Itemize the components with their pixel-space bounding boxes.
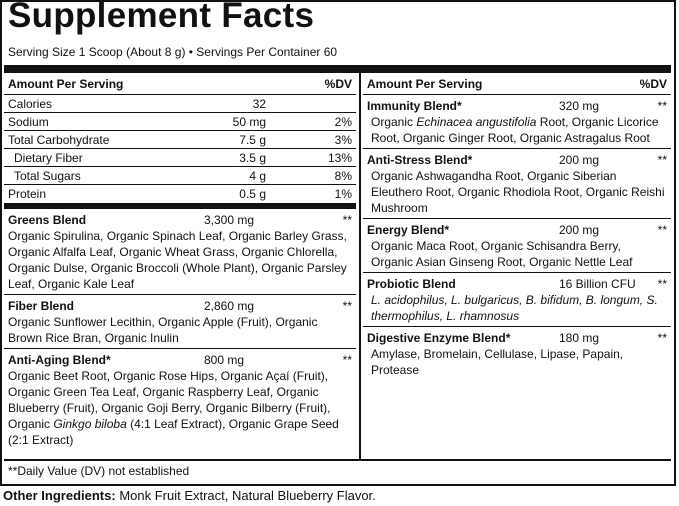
nutrient-name: Dietary Fiber <box>14 151 83 165</box>
nutrient-row <box>4 149 356 167</box>
blend-dv: ** <box>657 277 667 291</box>
nutrient-row <box>4 131 356 149</box>
nutrient-row <box>4 185 356 203</box>
ingredients-italic: Echinacea angustifolia <box>416 115 537 129</box>
nutrient-name: Calories <box>8 97 53 111</box>
anti-stress-blend <box>363 149 671 219</box>
blend-amount: 3,300 mg <box>204 213 255 227</box>
blend-name: Greens Blend <box>8 213 87 227</box>
column-divider <box>359 73 361 460</box>
blend-ingredients: Organic Maca Root, Organic Schisandra Berry, Organic Asian Ginseng Root, Organic Nettle Leaf <box>371 239 633 269</box>
ingredients-text: Organic Beet Root, Organic Rose Hips, Organic Açaí (Fruit), Organic Green Tea Leaf, Organic Raspberry Leaf, Organic Blueberry (Fruit), Organic Goji Berry, Organic Bilberry (Fruit), Organic <box>8 369 331 431</box>
blend-name: Energy Blend* <box>367 223 450 237</box>
fiber-blend <box>4 295 356 349</box>
blend-ingredients: Organic Ashwagandha Root, Organic Siberian Eleuthero Root, Organic Rhodiola Root, Organic Reishi Mushroom <box>371 169 665 215</box>
digestive-enzyme-blend <box>363 327 671 380</box>
blend-ingredients: L. acidophilus, L. bulgaricus, B. bifidum, B. longum, S. thermophilus, L. rhamnosus <box>371 293 658 323</box>
blend-name: Fiber Blend <box>8 299 75 313</box>
immunity-blend <box>363 95 671 149</box>
amount-per-serving-label: Amount Per Serving <box>367 77 483 91</box>
blend-amount: 320 mg <box>559 99 600 113</box>
serving-info: Serving Size 1 Scoop (About 8 g) • Servings Per Container 60 <box>8 45 338 59</box>
right-column <box>363 73 671 380</box>
nutrient-dv: 3% <box>334 133 352 147</box>
blend-name: Anti-Stress Blend* <box>367 153 473 167</box>
blend-amount: 200 mg <box>559 153 600 167</box>
other-ingredients-text: Monk Fruit Extract, Natural Blueberry Flavor. <box>119 488 376 503</box>
blend-dv: ** <box>657 331 667 345</box>
energy-blend <box>363 219 671 273</box>
left-column <box>4 73 356 450</box>
probiotic-blend <box>363 273 671 327</box>
nutrient-name: Sodium <box>8 115 49 129</box>
panel-title: Supplement Facts <box>8 0 315 35</box>
anti-aging-blend <box>4 349 356 450</box>
blend-ingredients: Organic Spirulina, Organic Spinach Leaf, Organic Barley Grass, Organic Alfalfa Leaf, Organic Wheat Grass, Organic Chlorella, Organic Dulse, Organic Broccoli (Whole Plant), Organic Parsley Leaf, Organic Kale Leaf <box>8 229 347 291</box>
blend-ingredients <box>4 368 356 448</box>
nutrient-row <box>4 167 356 185</box>
blend-dv: ** <box>657 153 667 167</box>
blend-dv: ** <box>342 353 352 367</box>
nutrient-amount: 4 g <box>249 169 266 183</box>
blend-ingredients: Amylase, Bromelain, Cellulase, Lipase, Papain, Protease <box>371 347 624 377</box>
blend-amount: 200 mg <box>559 223 600 237</box>
blend-dv: ** <box>342 213 352 227</box>
blend-name: Immunity Blend* <box>367 99 462 113</box>
nutrient-amount: 3.5 g <box>239 151 266 165</box>
blend-ingredients: Organic Sunflower Lecithin, Organic Apple (Fruit), Organic Brown Rice Bran, Organic Inulin <box>8 315 318 345</box>
nutrient-amount: 50 mg <box>232 115 266 129</box>
ingredients-text: Organic <box>371 115 417 129</box>
ingredients-italic: Ginkgo biloba <box>53 417 127 431</box>
blend-amount: 180 mg <box>559 331 600 345</box>
left-column-header <box>4 73 356 95</box>
ingredients-text: (4:1 Leaf Extract), Organic Grape Seed (2:1 Extract) <box>8 417 339 447</box>
nutrient-name: Total Sugars <box>14 169 81 183</box>
blend-name: Probiotic Blend <box>367 277 456 291</box>
nutrient-name: Total Carbohydrate <box>8 133 110 147</box>
top-thick-rule <box>4 65 671 73</box>
other-ingredients-label: Other Ingredients: <box>3 488 116 503</box>
nutrient-dv: 2% <box>334 115 352 129</box>
amount-per-serving-label: Amount Per Serving <box>8 77 124 91</box>
nutrient-dv: 13% <box>327 151 352 165</box>
blend-name: Digestive Enzyme Blend* <box>367 331 511 345</box>
blend-amount: 800 mg <box>204 353 245 367</box>
greens-blend <box>4 209 356 295</box>
nutrient-dv: 8% <box>334 169 352 183</box>
blend-amount: 2,860 mg <box>204 299 255 313</box>
nutrient-row <box>4 113 356 131</box>
other-ingredients <box>3 488 376 503</box>
nutrient-dv: 1% <box>334 187 352 201</box>
nutrient-amount: 7.5 g <box>239 133 266 147</box>
blend-dv: ** <box>342 299 352 313</box>
blend-ingredients <box>363 114 671 146</box>
bottom-rule <box>4 459 671 461</box>
nutrient-name: Protein <box>8 187 47 201</box>
ingredients-text: Root, Organic Licorice Root, Organic Ginger Root, Organic Astragalus Root <box>371 115 659 145</box>
nutrient-row <box>4 95 356 113</box>
dv-footnote: **Daily Value (DV) not established <box>8 464 190 478</box>
nutrient-amount: 32 <box>252 97 266 111</box>
dv-label: %DV <box>324 77 352 91</box>
blend-dv: ** <box>657 99 667 113</box>
blend-dv: ** <box>657 223 667 237</box>
nutrient-amount: 0.5 g <box>239 187 266 201</box>
blend-amount: 16 Billion CFU <box>559 277 636 291</box>
right-column-header <box>363 73 671 95</box>
dv-label: %DV <box>639 77 667 91</box>
blend-name: Anti-Aging Blend* <box>8 353 111 367</box>
